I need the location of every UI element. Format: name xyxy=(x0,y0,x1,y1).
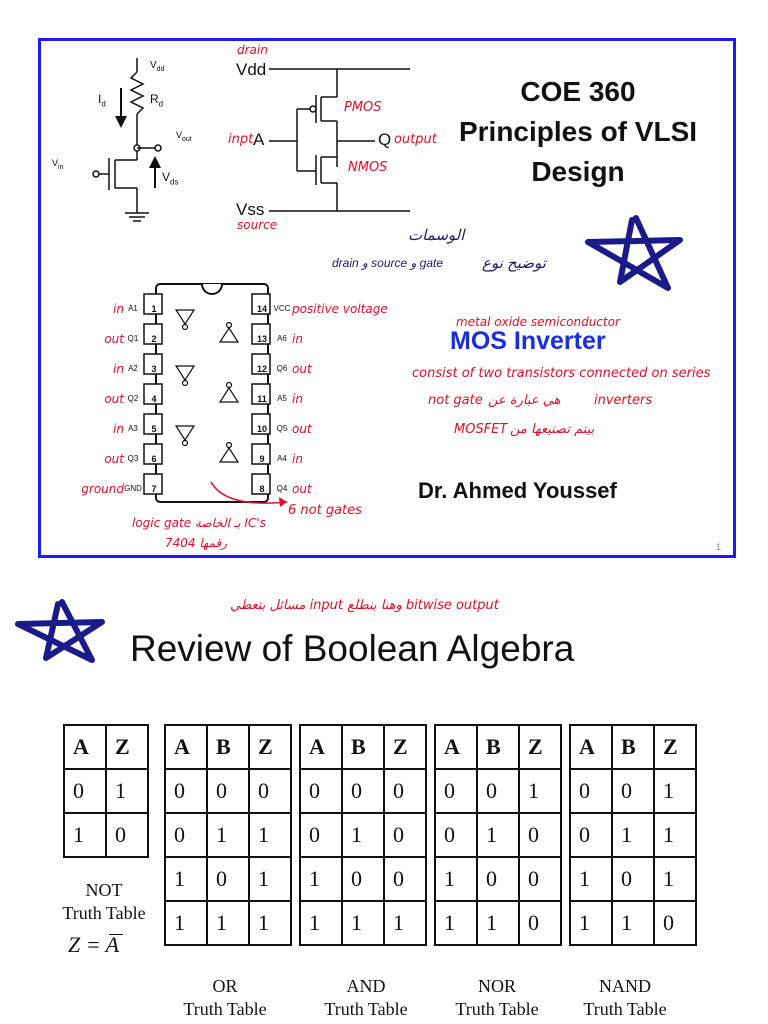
table-row xyxy=(435,857,561,901)
consist-note: consist of two transistors connected on series xyxy=(412,366,711,381)
table-cell: 1 xyxy=(300,857,342,901)
star-doodle-icon xyxy=(580,212,690,297)
table-header-row xyxy=(570,725,696,769)
course-title xyxy=(458,72,698,192)
table-row xyxy=(570,769,696,813)
table-cell: 1 xyxy=(477,813,519,857)
table-cell: 1 xyxy=(612,901,654,945)
not-gate-arabic-note: هي عبارة عن xyxy=(488,393,561,408)
not-formula xyxy=(68,932,119,958)
header-cell: A xyxy=(165,725,207,769)
header-cell: A xyxy=(435,725,477,769)
arabic-note-terminals: الوسمات xyxy=(408,227,465,244)
pin-number: 7 xyxy=(151,484,157,494)
mosfet-arabic-note: بيتم تصنيعها من xyxy=(510,422,595,437)
table-cell: 1 xyxy=(384,901,426,945)
table-cell: 0 xyxy=(570,769,612,813)
table-cell: 0 xyxy=(165,813,207,857)
table-cell: 0 xyxy=(435,813,477,857)
pin-note: out xyxy=(104,452,124,466)
pin-note: out xyxy=(292,362,312,376)
formula-text: Z = A xyxy=(68,932,120,957)
table-cell: 0 xyxy=(519,813,561,857)
table-row xyxy=(165,769,291,813)
arabic-note-explain: توضيح نوع xyxy=(482,255,546,272)
table-cell: 0 xyxy=(519,857,561,901)
pin-note: in xyxy=(113,302,124,316)
author-name: Dr. Ahmed Youssef xyxy=(418,478,617,503)
table-cell: 0 xyxy=(477,769,519,813)
table-header-row xyxy=(165,725,291,769)
caption-line: NAND xyxy=(599,976,651,996)
table-row xyxy=(570,813,696,857)
table-cell: 1 xyxy=(249,813,291,857)
pin-name: A5 xyxy=(277,394,287,403)
table-cell: 0 xyxy=(207,857,249,901)
header-cell: B xyxy=(207,725,249,769)
table-cell: 1 xyxy=(654,857,696,901)
section-title: Review of Boolean Algebra xyxy=(130,628,575,669)
table-row xyxy=(64,813,148,857)
pin-number: 10 xyxy=(256,424,267,434)
header-cell: A xyxy=(64,725,106,769)
pin-note: out xyxy=(292,482,312,496)
or-caption xyxy=(155,975,295,1021)
input-a-label: A xyxy=(253,130,265,149)
table-cell: 0 xyxy=(612,857,654,901)
chip-right-pin-names xyxy=(272,294,292,504)
table-row xyxy=(165,813,291,857)
not-truth-table xyxy=(63,724,149,858)
output-q-label: Q xyxy=(378,130,392,149)
table-row xyxy=(435,813,561,857)
bitwise-note: مسائل بتعطي input وهنا بنطلع bitwise output xyxy=(230,598,499,613)
pin-name: Q5 xyxy=(276,424,288,433)
overline-bar xyxy=(109,934,123,935)
nmos-note: NMOS xyxy=(348,160,388,175)
table-row xyxy=(300,769,426,813)
table-cell: 1 xyxy=(612,813,654,857)
table-cell: 0 xyxy=(570,813,612,857)
table-row xyxy=(435,769,561,813)
table-cell: 1 xyxy=(570,901,612,945)
table-row xyxy=(165,857,291,901)
table-cell: 1 xyxy=(342,813,384,857)
nand-truth-table xyxy=(569,724,697,946)
source-note: source xyxy=(237,218,278,232)
metal-oxide-note: metal oxide semiconductor xyxy=(456,315,620,329)
header-cell: Z xyxy=(384,725,426,769)
table-row xyxy=(300,901,426,945)
pin-name: Q6 xyxy=(276,364,288,373)
header-cell: A xyxy=(570,725,612,769)
table-cell: 1 xyxy=(570,857,612,901)
table-row xyxy=(165,901,291,945)
pin-number: 14 xyxy=(256,304,267,314)
caption-line: Truth Table xyxy=(183,999,267,1019)
pin-number: 4 xyxy=(151,394,157,404)
vin-label: $V_{in}$ xyxy=(52,158,64,171)
table-cell: 1 xyxy=(654,769,696,813)
pin-number: 9 xyxy=(259,454,265,464)
pin-number: 1 xyxy=(151,304,157,314)
table-cell: 0 xyxy=(342,769,384,813)
vss-rail-label: Vss xyxy=(236,200,265,219)
table-cell: 0 xyxy=(106,813,148,857)
chip-left-pin-notes xyxy=(72,294,124,504)
output-note: output xyxy=(394,132,437,147)
pin-number: 2 xyxy=(151,334,157,344)
pin-name: A2 xyxy=(128,364,138,373)
pin-name: A4 xyxy=(277,454,287,463)
pin-note: in xyxy=(292,392,303,406)
input-note: inpt xyxy=(228,132,254,147)
pin-number: 5 xyxy=(151,424,157,434)
table-header-row xyxy=(64,725,148,769)
table-cell: 1 xyxy=(519,769,561,813)
vds-label: $V_{ds}$ xyxy=(162,170,179,187)
header-cell: Z xyxy=(249,725,291,769)
pmos-note: PMOS xyxy=(344,100,382,115)
pin-number: 8 xyxy=(259,484,265,494)
six-not-gates-note: 6 not gates xyxy=(288,503,362,518)
rd-label: $R_d$ xyxy=(150,92,164,109)
table-row xyxy=(570,901,696,945)
table-cell: 0 xyxy=(207,769,249,813)
table-row xyxy=(300,857,426,901)
pin-note: out xyxy=(104,392,124,406)
pin-note: positive voltage xyxy=(292,302,388,316)
course-code: COE 360 xyxy=(520,76,636,107)
id-label: $I_d$ xyxy=(98,92,106,109)
nor-caption xyxy=(427,975,567,1021)
table-cell: 0 xyxy=(384,813,426,857)
vdd-rail-label: Vdd xyxy=(236,60,267,79)
not-caption xyxy=(34,879,174,925)
pin-note: ground xyxy=(81,482,124,496)
header-cell: Z xyxy=(519,725,561,769)
table-cell: 0 xyxy=(342,857,384,901)
table-cell: 1 xyxy=(207,901,249,945)
star-doodle-icon xyxy=(10,598,110,668)
header-cell: A xyxy=(300,725,342,769)
table-cell: 0 xyxy=(384,769,426,813)
pin-note: in xyxy=(292,452,303,466)
pin-note: in xyxy=(113,362,124,376)
mosfet-note: MOSFET xyxy=(454,422,508,437)
pin-name: VCC xyxy=(273,304,291,313)
table-row xyxy=(435,901,561,945)
not-gate-note: not gate xyxy=(428,393,483,408)
header-cell: Z xyxy=(654,725,696,769)
table-cell: 0 xyxy=(654,901,696,945)
table-cell: 0 xyxy=(64,769,106,813)
course-name-line1: Principles of VLSI xyxy=(458,116,698,147)
table-header-row xyxy=(435,725,561,769)
nand-caption xyxy=(555,975,695,1021)
pin-name: A3 xyxy=(128,424,138,433)
table-cell: 0 xyxy=(519,901,561,945)
nor-truth-table xyxy=(434,724,562,946)
table-cell: 1 xyxy=(165,857,207,901)
pin-name: A6 xyxy=(277,334,287,343)
table-cell: 0 xyxy=(165,769,207,813)
pin-number: 13 xyxy=(256,334,267,344)
table-cell: 0 xyxy=(435,769,477,813)
pin-name: Q1 xyxy=(127,334,139,343)
and-caption xyxy=(296,975,436,1021)
arrow-icon xyxy=(205,478,295,518)
caption-line: Truth Table xyxy=(455,999,539,1019)
table-cell: 1 xyxy=(435,901,477,945)
pin-name: Q3 xyxy=(127,454,139,463)
table-cell: 0 xyxy=(477,857,519,901)
vout-label: $V_{out}$ xyxy=(176,130,192,143)
table-cell: 1 xyxy=(249,901,291,945)
caption-line: Truth Table xyxy=(583,999,667,1019)
caption-line: OR xyxy=(212,976,238,996)
table-header-row xyxy=(300,725,426,769)
table-row xyxy=(64,769,148,813)
pin-number: 6 xyxy=(151,454,157,464)
table-cell: 1 xyxy=(249,857,291,901)
mos-inverter-heading: MOS Inverter xyxy=(450,327,606,355)
chip-right-pin-numbers xyxy=(253,294,271,504)
pin-number: 12 xyxy=(256,364,267,374)
vdd-label: $V_{dd}$ xyxy=(150,60,165,73)
table-cell: 0 xyxy=(612,769,654,813)
header-cell: B xyxy=(612,725,654,769)
logic-gate-note: logic gate بـ الخاصة IC's xyxy=(132,516,266,530)
table-cell: 1 xyxy=(300,901,342,945)
pin-number: 11 xyxy=(257,394,267,404)
caption-line: NOR xyxy=(477,976,516,996)
table-cell: 0 xyxy=(300,813,342,857)
table-cell: 1 xyxy=(477,901,519,945)
caption-line: NOT xyxy=(85,880,123,900)
course-name-line2: Design xyxy=(531,156,625,187)
table-cell: 1 xyxy=(654,813,696,857)
drain-note: drain xyxy=(237,43,268,57)
table-cell: 0 xyxy=(249,769,291,813)
pin-note: in xyxy=(292,332,303,346)
table-row xyxy=(300,813,426,857)
and-truth-table xyxy=(299,724,427,946)
table-cell: 1 xyxy=(207,813,249,857)
or-truth-table xyxy=(164,724,292,946)
table-cell: 1 xyxy=(342,901,384,945)
pin-note: out xyxy=(292,422,312,436)
chip-left-pin-names xyxy=(124,294,142,504)
pin-name: A1 xyxy=(128,304,138,313)
pin-note: in xyxy=(113,422,124,436)
table-row xyxy=(570,857,696,901)
table-cell: 1 xyxy=(165,901,207,945)
pin-note: out xyxy=(104,332,124,346)
header-cell: B xyxy=(342,725,384,769)
chip-number-note: رقمها 7404 xyxy=(165,536,228,550)
chip-right-pin-notes xyxy=(292,294,402,504)
pin-name: Q4 xyxy=(276,484,288,493)
table-cell: 1 xyxy=(435,857,477,901)
caption-line: Truth Table xyxy=(324,999,408,1019)
table-cell: 0 xyxy=(384,857,426,901)
table-cell: 1 xyxy=(64,813,106,857)
chip-left-pin-numbers xyxy=(145,294,163,504)
table-cell: 1 xyxy=(106,769,148,813)
caption-line: Truth Table xyxy=(62,903,146,923)
table-cell: 0 xyxy=(300,769,342,813)
gate-source-drain-note: drain و source و gate xyxy=(332,256,444,270)
header-cell: B xyxy=(477,725,519,769)
pin-number: 3 xyxy=(151,364,157,374)
inverters-note: inverters xyxy=(594,393,653,408)
header-cell: Z xyxy=(106,725,148,769)
pin-name: Q2 xyxy=(127,394,139,403)
pin-name: GND xyxy=(124,484,142,493)
caption-line: AND xyxy=(346,976,386,996)
page-number: 1 xyxy=(716,542,722,552)
resistive-inverter-schematic xyxy=(45,48,215,238)
